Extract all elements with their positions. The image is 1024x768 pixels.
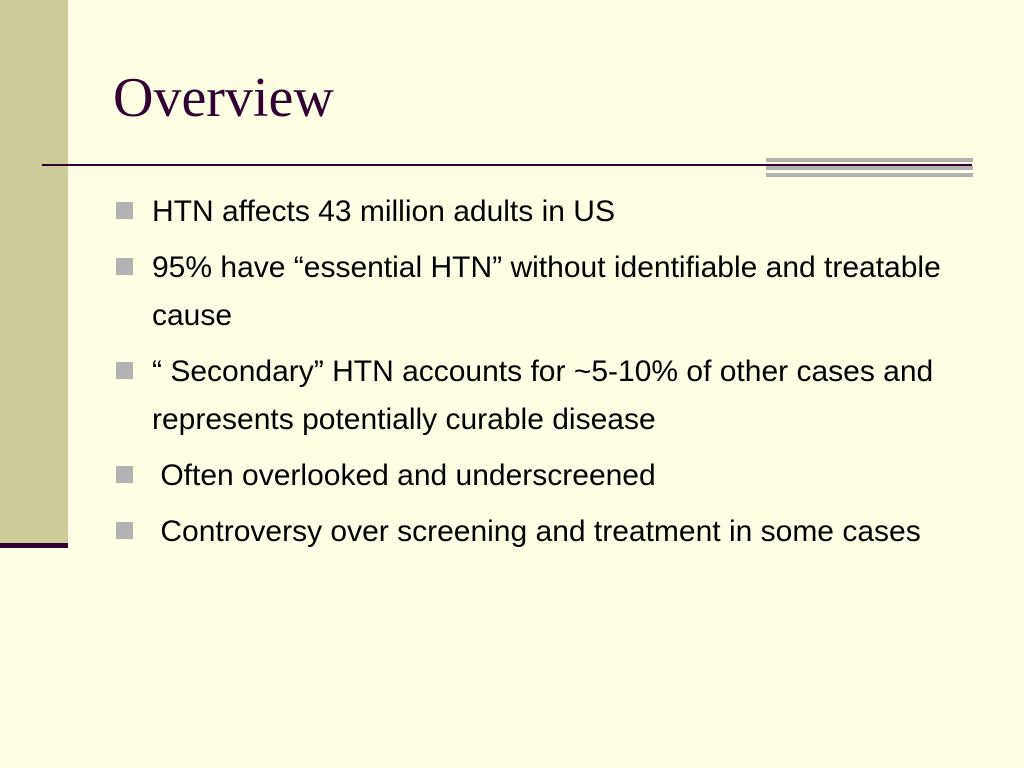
bullet-item [116,244,976,340]
slide-title: Overview [113,67,334,129]
bullet-text: Controversy over screening and treatment in some cases [152,515,921,548]
title-rule-accent [766,158,973,178]
bullet-text: “ Secondary” HTN accounts for ~5-10% of other cases and represents potentially curable disease [152,355,942,436]
left-accent-bar [0,543,68,548]
square-bullet-icon [116,362,133,379]
square-bullet-icon [116,466,133,483]
left-decorative-band [0,0,68,546]
bullet-text: HTN affects 43 million adults in US [152,195,615,228]
square-bullet-icon [116,202,133,219]
square-bullet-icon [116,522,133,539]
bullet-item [116,452,976,500]
square-bullet-icon [116,258,133,275]
bullet-item [116,348,976,444]
bullet-item [116,188,976,236]
bullet-list [116,188,976,564]
bullet-item [116,508,976,556]
bullet-text: Often overlooked and underscreened [152,459,656,492]
bullet-text: 95% have “essential HTN” without identifiable and treatable cause [152,251,950,332]
